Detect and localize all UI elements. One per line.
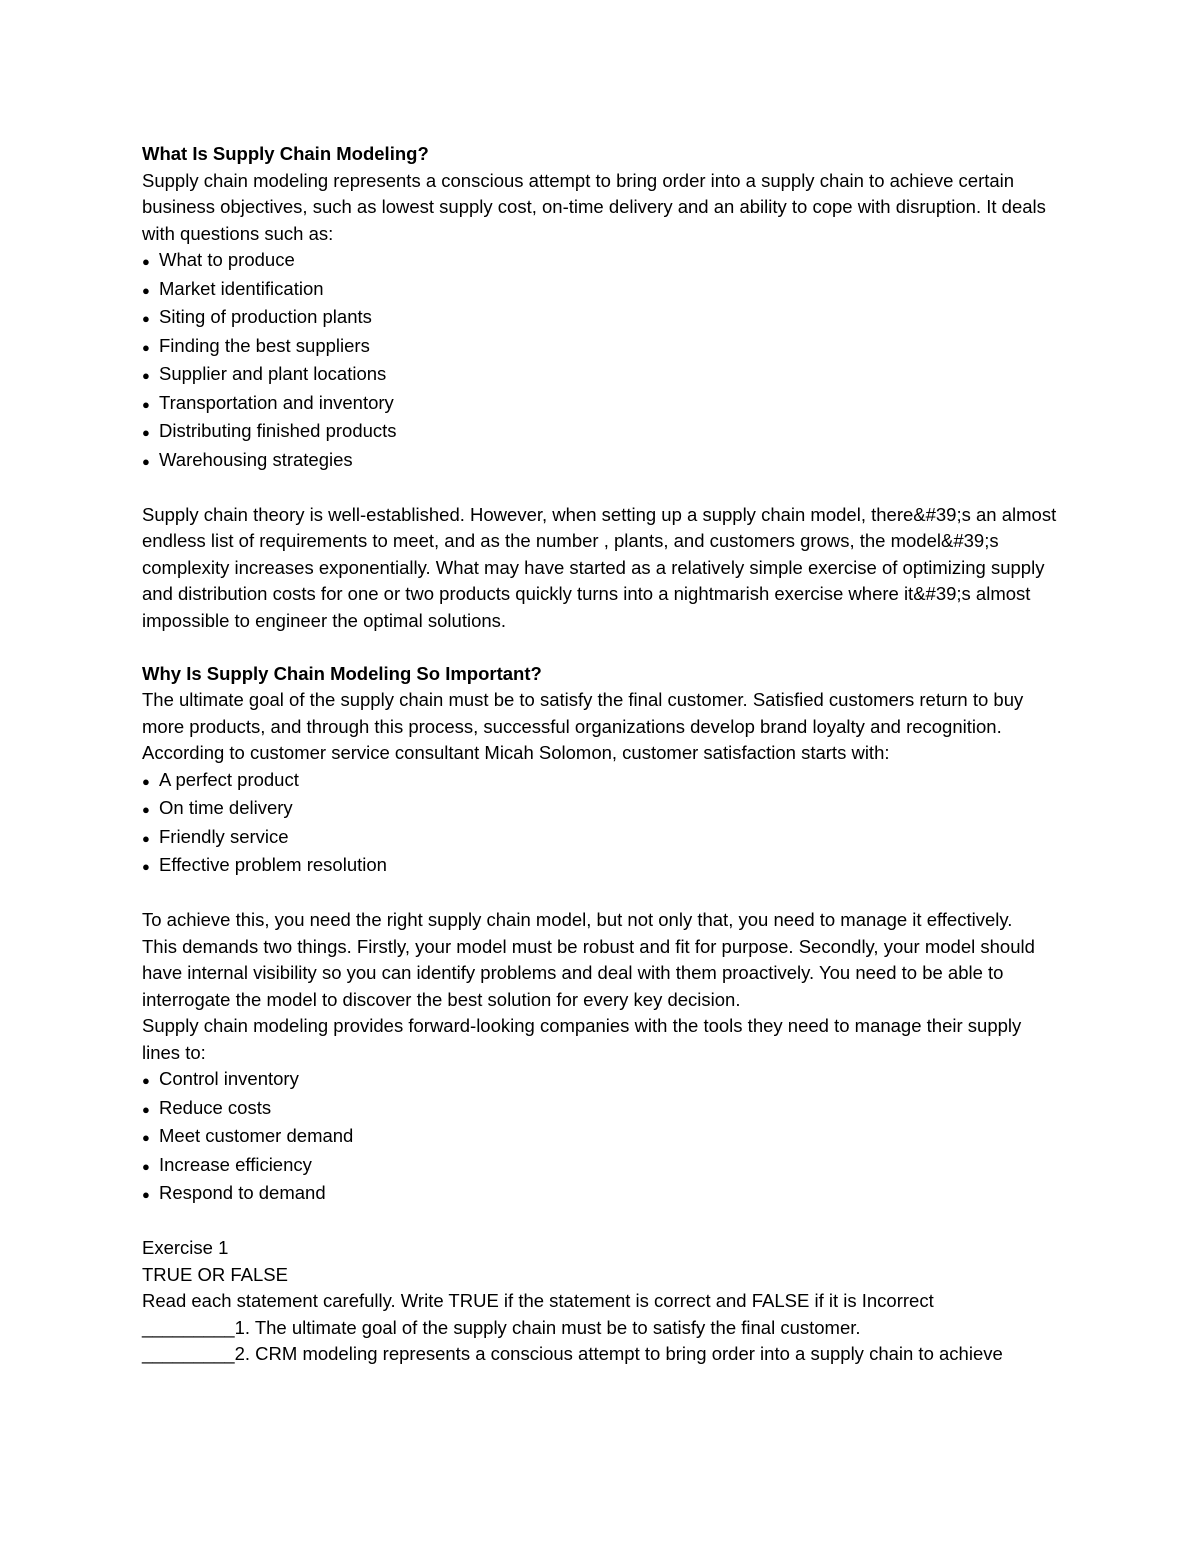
list-item: ● Distributing finished products [142,418,1060,447]
bullet-icon: ● [142,1073,150,1088]
exercise-statement: 2. CRM modeling represents a conscious attempt to bring order into a supply chain to achieve [234,1343,1003,1364]
bullet-icon: ● [142,1187,150,1202]
list-item: ● Siting of production plants [142,304,1060,333]
section-heading: Why Is Supply Chain Modeling So Important? [142,662,542,684]
bullet-icon: ● [142,802,150,817]
achieve-paragraph: To achieve this, you need the right supply chain model, but not only that, you need to manage it effectively. [142,909,1013,930]
demands-paragraph: This demands two things. Firstly, your model must be robust and fit for purpose. Secondly, your model should have internal visibility so you can identify problems and deal with them proactively. You need to be able to interrogate the model to discover the best solution for every key decision. [142,935,1035,1010]
answer-blank[interactable]: _________ [142,1343,235,1364]
bullet-icon: ● [142,254,150,269]
theory-paragraph: Supply chain theory is well-established. However, when setting up a supply chain model, there&#39;s an almost endless list of requirements to meet, and as the number , plants, and customers grows, the model&#39;s complexity increases exponentially. What may have started as a relatively simple exercise of optimizing supply and distribution costs for one or two products quickly turns into a nightmarish exercise where it&#39;s almost impossible to engineer the optimal solutions. [142,503,1057,631]
list-item: ● Friendly service [142,824,1060,853]
bullet-icon: ● [142,282,150,298]
list-item: ● Effective problem resolution [142,852,1060,881]
bullet-icon: ● [142,453,150,469]
bullet-icon: ● [142,1130,150,1145]
bullet-icon: ● [142,1101,150,1117]
exercise-item [142,1341,1060,1368]
tools-paragraph: Supply chain modeling provides forward-looking companies with the tools they need to manage their supply lines to: [142,1015,1022,1063]
bullet-icon: ● [142,311,150,326]
list-item: ● Reduce costs [142,1095,1060,1124]
bullet-icon: ● [142,425,150,440]
list-item: ● What to produce [142,247,1060,276]
exercise-subtitle: TRUE OR FALSE [142,1263,288,1285]
bullet-icon: ● [142,339,150,355]
list-item: ● Increase efficiency [142,1152,1060,1181]
list-item: ● Control inventory [142,1066,1060,1095]
list-item: ● Meet customer demand [142,1123,1060,1152]
bullet-icon: ● [142,830,150,846]
satisfaction-list [142,767,1060,881]
list-item: ● Respond to demand [142,1180,1060,1209]
section-heading: What Is Supply Chain Modeling? [142,143,429,164]
benefits-list [142,1066,1060,1209]
bullet-icon: ● [142,859,150,874]
satisfaction-paragraph: According to customer service consultant Micah Solomon, customer satisfaction starts with: [142,742,890,763]
exercise-item [142,1315,1060,1342]
topics-list [142,247,1060,475]
list-item: ● Transportation and inventory [142,390,1060,419]
exercise-statement: 1. The ultimate goal of the supply chain must be to satisfy the final customer. [234,1316,861,1338]
list-item: ● Finding the best suppliers [142,333,1060,362]
bullet-icon: ● [142,773,150,789]
list-item: ● Warehousing strategies [142,447,1060,476]
intro-paragraph: Supply chain modeling represents a conscious attempt to bring order into a supply chain to achieve certain business objectives, such as lowest supply cost, on-time delivery and an ability to cope with disruption. It deals with questions such as: [142,169,1046,244]
bullet-icon: ● [142,396,150,412]
bullet-icon: ● [142,1158,150,1174]
list-item: ● Market identification [142,276,1060,305]
bullet-icon: ● [142,368,150,383]
goal-paragraph: The ultimate goal of the supply chain must be to satisfy the final customer. Satisfied customers return to buy more products, and through this process, successful organizations develop brand loyalty and recognition. [142,689,1024,737]
exercise-title: Exercise 1 [142,1237,229,1258]
list-item: ● Supplier and plant locations [142,361,1060,390]
list-item: ● On time delivery [142,795,1060,824]
answer-blank[interactable]: _________ [142,1316,235,1338]
exercise-instructions: Read each statement carefully. Write TRUE if the statement is correct and FALSE if it is Incorrect [142,1290,934,1311]
list-item: ● A perfect product [142,767,1060,796]
